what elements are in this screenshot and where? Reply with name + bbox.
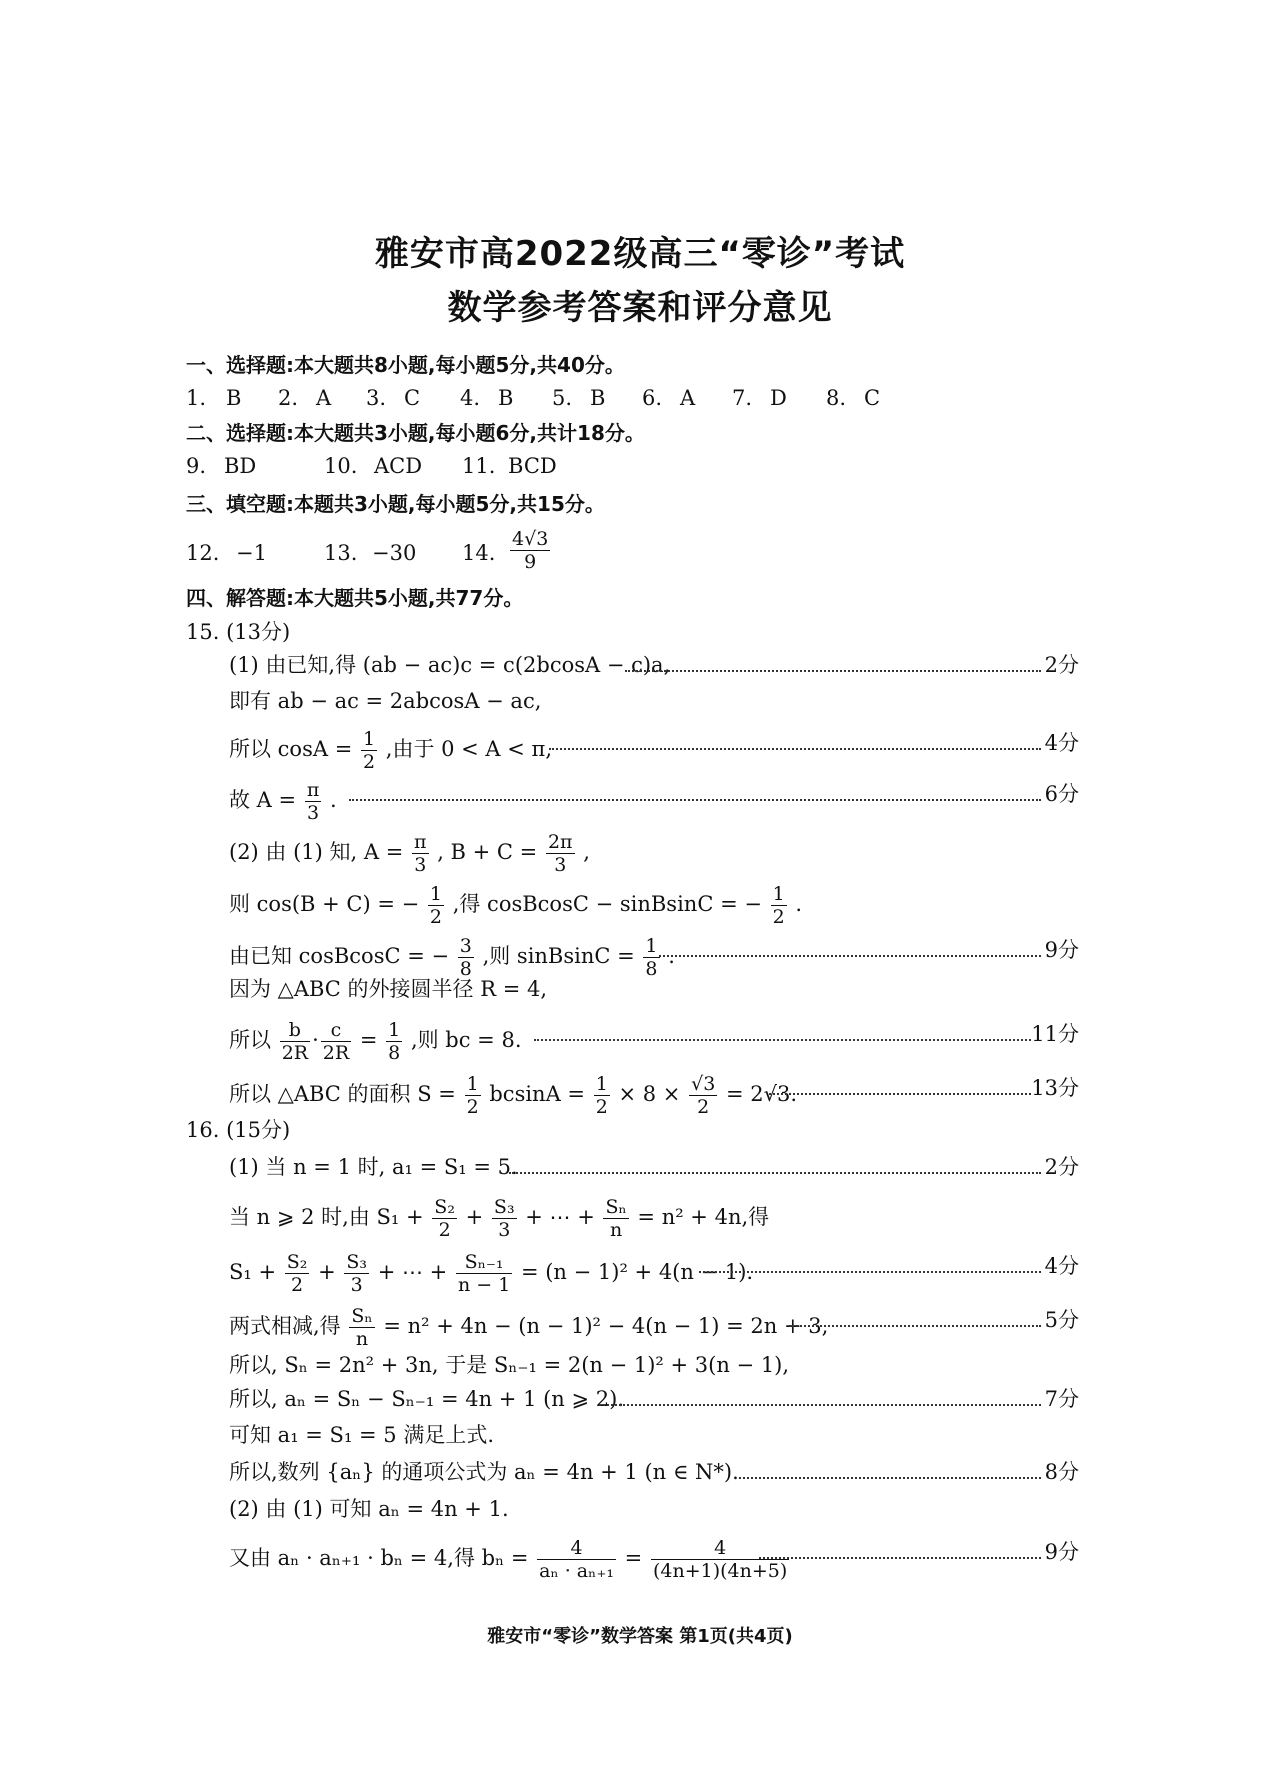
leader-dots — [739, 1477, 1041, 1479]
fraction-denominator: 2 — [772, 906, 785, 928]
fraction-denominator: 8 — [388, 1042, 401, 1064]
text: + ⋯ + — [377, 1260, 448, 1284]
score-label: 11分 — [1031, 1022, 1079, 1046]
q15-line-2 — [229, 686, 1079, 716]
fraction — [305, 779, 322, 824]
text: = n² + 4n − (n − 1)² − 4(n − 1) = 2n + 3, — [383, 1314, 829, 1338]
leader-dots — [509, 1172, 1041, 1174]
mc-num: 1. — [186, 386, 207, 410]
q15-line-8 — [229, 974, 1079, 1004]
fraction-numerator: 1 — [388, 1019, 401, 1041]
text: 又由 aₙ · aₙ₊₁ · bₙ = 4,得 bₙ = — [229, 1546, 529, 1570]
q16-line-5 — [229, 1350, 1079, 1380]
q15-step-expression — [229, 831, 590, 876]
leader-dots — [534, 1039, 1031, 1041]
fraction — [280, 1019, 310, 1064]
fraction-denominator: 8 — [645, 958, 658, 980]
fraction-numerator: 4 — [537, 1537, 616, 1560]
q16-line-2 — [229, 1196, 1079, 1241]
q16-line-6 — [229, 1384, 1079, 1414]
text: = 2√3. — [725, 1082, 798, 1106]
leader-dots — [625, 670, 1041, 672]
score-label: 5分 — [1044, 1308, 1079, 1332]
q15-line-6 — [229, 883, 1079, 928]
q15-step-text: 即有 ab − ac = 2abcosA − ac, — [229, 689, 542, 713]
text: 故 A = — [229, 788, 297, 812]
fraction-numerator: 3 — [459, 935, 472, 957]
q15-line-1 — [229, 650, 1079, 680]
q16-step-text: 所以,数列 {aₙ} 的通项公式为 aₙ = 4n + 1 (n ∈ N*). — [229, 1460, 739, 1484]
fraction-denominator: 3 — [498, 1219, 511, 1241]
fraction — [771, 883, 787, 928]
fraction-numerator: 4 — [651, 1537, 789, 1560]
fraction — [432, 1196, 457, 1241]
q16-line-9 — [229, 1494, 1079, 1524]
fraction-numerator: b — [280, 1019, 310, 1042]
fraction — [344, 1251, 369, 1296]
fraction-numerator: Sₙ — [605, 1196, 627, 1218]
fraction-denominator: aₙ · aₙ₊₁ — [539, 1560, 614, 1582]
text: = — [359, 1028, 378, 1052]
q15-step-expression — [229, 728, 552, 773]
fraction-numerator: 1 — [466, 1073, 479, 1095]
q16-step-expression — [229, 1305, 828, 1350]
score-label: 9分 — [1044, 938, 1079, 962]
fraction — [285, 1251, 310, 1296]
mc-num: 4. — [460, 386, 481, 410]
fraction-denominator: 2 — [466, 1096, 479, 1118]
fill-answer: −1 — [236, 541, 267, 565]
fraction-numerator: S₂ — [286, 1251, 308, 1273]
fraction-denominator: 3 — [350, 1274, 363, 1296]
fill-answer-fraction — [510, 528, 550, 573]
fraction-denominator: 2 — [697, 1096, 710, 1118]
fraction-denominator: 8 — [459, 958, 472, 980]
text: ,则 sinBsinC = — [482, 944, 635, 968]
q16-line-8 — [229, 1457, 1079, 1487]
fraction-numerator: S₂ — [434, 1196, 455, 1218]
text: . — [668, 944, 675, 968]
fill-num: 13. — [324, 541, 358, 565]
fraction-numerator: 1 — [595, 1073, 608, 1095]
q16-step-text: (1) 当 n = 1 时, a₁ = S₁ = 5. — [229, 1155, 518, 1179]
text: = — [624, 1546, 643, 1570]
fraction-numerator: 1 — [645, 935, 658, 957]
fraction-denominator: 9 — [524, 551, 537, 573]
q16-step-expression — [229, 1537, 791, 1582]
section-heading-choice: 一、选择题:本大题共8小题,每小题5分,共40分。 — [186, 353, 625, 377]
q15-step-expression — [229, 883, 802, 928]
leader-dots — [759, 1557, 1041, 1559]
mc-answer: B — [226, 386, 242, 410]
text: bcsinA = — [489, 1082, 586, 1106]
fraction — [361, 728, 377, 773]
fraction-denominator: 2R — [281, 1042, 309, 1064]
multi-num: 9. — [186, 454, 207, 478]
fraction — [465, 1073, 481, 1118]
fraction-numerator: c — [321, 1019, 351, 1042]
fraction — [492, 1196, 517, 1241]
leader-dots — [349, 799, 1041, 801]
fill-num: 14. — [462, 541, 496, 565]
mc-answer: C — [404, 386, 421, 410]
fill-answer-row — [186, 528, 606, 576]
fraction — [594, 1073, 610, 1118]
fraction-denominator: 2 — [362, 751, 376, 773]
mc-answer: C — [864, 386, 881, 410]
text: (2) 由 (1) 知, A = — [229, 840, 404, 864]
score-label: 9分 — [1044, 1540, 1079, 1564]
q16-step-text: 可知 a₁ = S₁ = 5 满足上式. — [229, 1423, 495, 1447]
q15-line-10 — [229, 1073, 1079, 1118]
mc-answer: B — [590, 386, 606, 410]
text: ,则 bc = 8. — [410, 1028, 522, 1052]
text: 所以 cosA = — [229, 737, 353, 761]
section-heading-solutions: 四、解答题:本大题共5小题,共77分。 — [186, 586, 524, 610]
leader-dots — [659, 955, 1041, 957]
mc-answer: A — [316, 386, 332, 410]
fraction — [546, 831, 575, 876]
score-label: 2分 — [1044, 1155, 1079, 1179]
fraction-numerator: 4√3 — [512, 528, 549, 550]
text: 当 n ⩾ 2 时,由 S₁ + — [229, 1205, 424, 1229]
title-line-1: 雅安市高2022级高三“零诊”考试 — [374, 234, 906, 274]
text: 两式相减,得 — [229, 1314, 341, 1338]
q16-line-1 — [229, 1152, 1079, 1182]
text: × 8 × — [618, 1082, 681, 1106]
text: + ⋯ + — [525, 1205, 595, 1229]
fraction-denominator: n — [355, 1328, 369, 1350]
mc-answer: D — [770, 386, 787, 410]
fraction — [456, 1251, 512, 1296]
text: . — [795, 892, 803, 916]
q15-line-4 — [229, 779, 1079, 824]
q15-step-expression — [229, 1019, 522, 1064]
score-label: 13分 — [1031, 1076, 1079, 1100]
text: + — [465, 1205, 484, 1229]
fill-num: 12. — [186, 541, 220, 565]
fraction-numerator: √3 — [691, 1073, 716, 1095]
q16-step-expression — [229, 1251, 753, 1296]
section-heading-multi: 二、选择题:本大题共3小题,每小题6分,共计18分。 — [186, 421, 645, 445]
fraction — [321, 1019, 351, 1064]
q15-step-text: 因为 △ABC 的外接圆半径 R = 4, — [229, 977, 548, 1001]
fraction-numerator: Sₙ — [351, 1305, 373, 1327]
text: 所以 — [229, 1028, 271, 1052]
q16-line-10 — [229, 1537, 1079, 1582]
text: ,得 cosBcosC − sinBsinC = − — [452, 892, 762, 916]
fraction — [537, 1537, 616, 1582]
score-label: 7分 — [1044, 1387, 1079, 1411]
fraction — [651, 1537, 789, 1582]
q15-line-3 — [229, 728, 1079, 773]
fraction — [603, 1196, 628, 1241]
q16-step-text: 所以, Sₙ = 2n² + 3n, 于是 Sₙ₋₁ = 2(n − 1)² + 3(n − 1), — [229, 1353, 790, 1377]
fraction-numerator: 1 — [772, 883, 785, 905]
score-label: 2分 — [1044, 653, 1079, 677]
q15-step-expression — [229, 1073, 797, 1118]
mc-answer: B — [498, 386, 514, 410]
q16-step-expression — [229, 1196, 769, 1241]
q16-step-text: (2) 由 (1) 可知 aₙ = 4n + 1. — [229, 1497, 509, 1521]
section-heading-fill: 三、填空题:本题共3小题,每小题5分,共15分。 — [186, 492, 605, 516]
score-label: 8分 — [1044, 1460, 1079, 1484]
multi-num: 11. — [462, 454, 496, 478]
multi-num: 10. — [324, 454, 358, 478]
q16-line-4 — [229, 1305, 1079, 1350]
text: = n² + 4n,得 — [637, 1205, 770, 1229]
text: 所以 △ABC 的面积 S = — [229, 1082, 456, 1106]
mc-answer: A — [680, 386, 696, 410]
title-line-2: 数学参考答案和评分意见 — [447, 288, 833, 328]
multi-answer: BD — [224, 454, 257, 478]
fraction-denominator: 3 — [307, 802, 320, 824]
mc-num: 2. — [278, 386, 299, 410]
fraction-numerator: π — [306, 779, 320, 801]
multi-answer: BCD — [508, 454, 557, 478]
leader-dots — [789, 1325, 1041, 1327]
fraction-denominator: (4n+1)(4n+5) — [652, 1560, 788, 1582]
q15-line-9 — [229, 1019, 1079, 1064]
text: S₁ + — [229, 1260, 277, 1284]
fraction-denominator: 2 — [291, 1274, 304, 1296]
q16-line-7 — [229, 1420, 1079, 1450]
fraction-denominator: n — [609, 1219, 623, 1241]
fraction-denominator: 2 — [429, 906, 443, 928]
q15-heading: 15. (13分) — [186, 620, 291, 644]
q16-heading: 16. (15分) — [186, 1118, 291, 1142]
fraction-denominator: n − 1 — [457, 1274, 511, 1296]
fraction-numerator: 1 — [362, 728, 376, 750]
fraction-numerator: S₃ — [493, 1196, 515, 1218]
multi-answer: ACD — [374, 454, 423, 478]
leader-dots — [549, 748, 1041, 750]
mc-num: 5. — [552, 386, 573, 410]
q15-line-5 — [229, 831, 1079, 876]
text: 则 cos(B + C) = − — [229, 892, 420, 916]
fraction-denominator: 3 — [414, 854, 427, 876]
text: , B + C = — [437, 840, 538, 864]
text: · — [312, 1028, 319, 1052]
fraction-numerator: S₃ — [346, 1251, 368, 1273]
fraction — [386, 1019, 402, 1064]
q15-step-expression — [229, 779, 337, 824]
score-label: 4分 — [1044, 1254, 1079, 1278]
fraction — [428, 883, 444, 928]
q16-step-text: 所以, aₙ = Sₙ − Sₙ₋₁ = 4n + 1 (n ⩾ 2). — [229, 1387, 625, 1411]
leader-dots — [769, 1093, 1031, 1095]
fraction-denominator: 2 — [438, 1219, 451, 1241]
q15-line-7 — [229, 935, 1079, 980]
mc-num: 6. — [642, 386, 663, 410]
fraction-numerator: π — [414, 831, 427, 853]
text: = (n − 1)² + 4(n − 1). — [520, 1260, 754, 1284]
fraction-denominator: 2R — [322, 1042, 350, 1064]
q16-line-3 — [229, 1251, 1079, 1296]
leader-dots — [699, 1271, 1041, 1273]
q15-step-text: (1) 由已知,得 (ab − ac)c = c(2bcosA − c)a, — [229, 653, 671, 677]
mc-num: 8. — [826, 386, 847, 410]
fraction-numerator: Sₙ₋₁ — [456, 1251, 512, 1274]
text: , — [583, 840, 590, 864]
fill-answer: −30 — [372, 541, 417, 565]
mc-num: 7. — [732, 386, 753, 410]
fraction — [689, 1073, 717, 1118]
mc-num: 3. — [366, 386, 387, 410]
fraction-denominator: 3 — [554, 854, 567, 876]
fraction-denominator: 2 — [595, 1096, 608, 1118]
leader-dots — [599, 1404, 1041, 1406]
fraction-numerator: 1 — [429, 883, 443, 905]
fraction — [412, 831, 429, 876]
text: ,由于 0 < A < π, — [385, 737, 553, 761]
text: + — [318, 1260, 336, 1284]
text: . — [330, 788, 337, 812]
score-label: 4分 — [1044, 731, 1079, 755]
fraction — [349, 1305, 374, 1350]
page-footer: 雅安市“零诊”数学答案 第1页(共4页) — [487, 1626, 793, 1647]
score-label: 6分 — [1044, 782, 1079, 806]
fraction-numerator: 2π — [547, 831, 573, 853]
text: 由已知 cosBcosC = − — [229, 944, 450, 968]
